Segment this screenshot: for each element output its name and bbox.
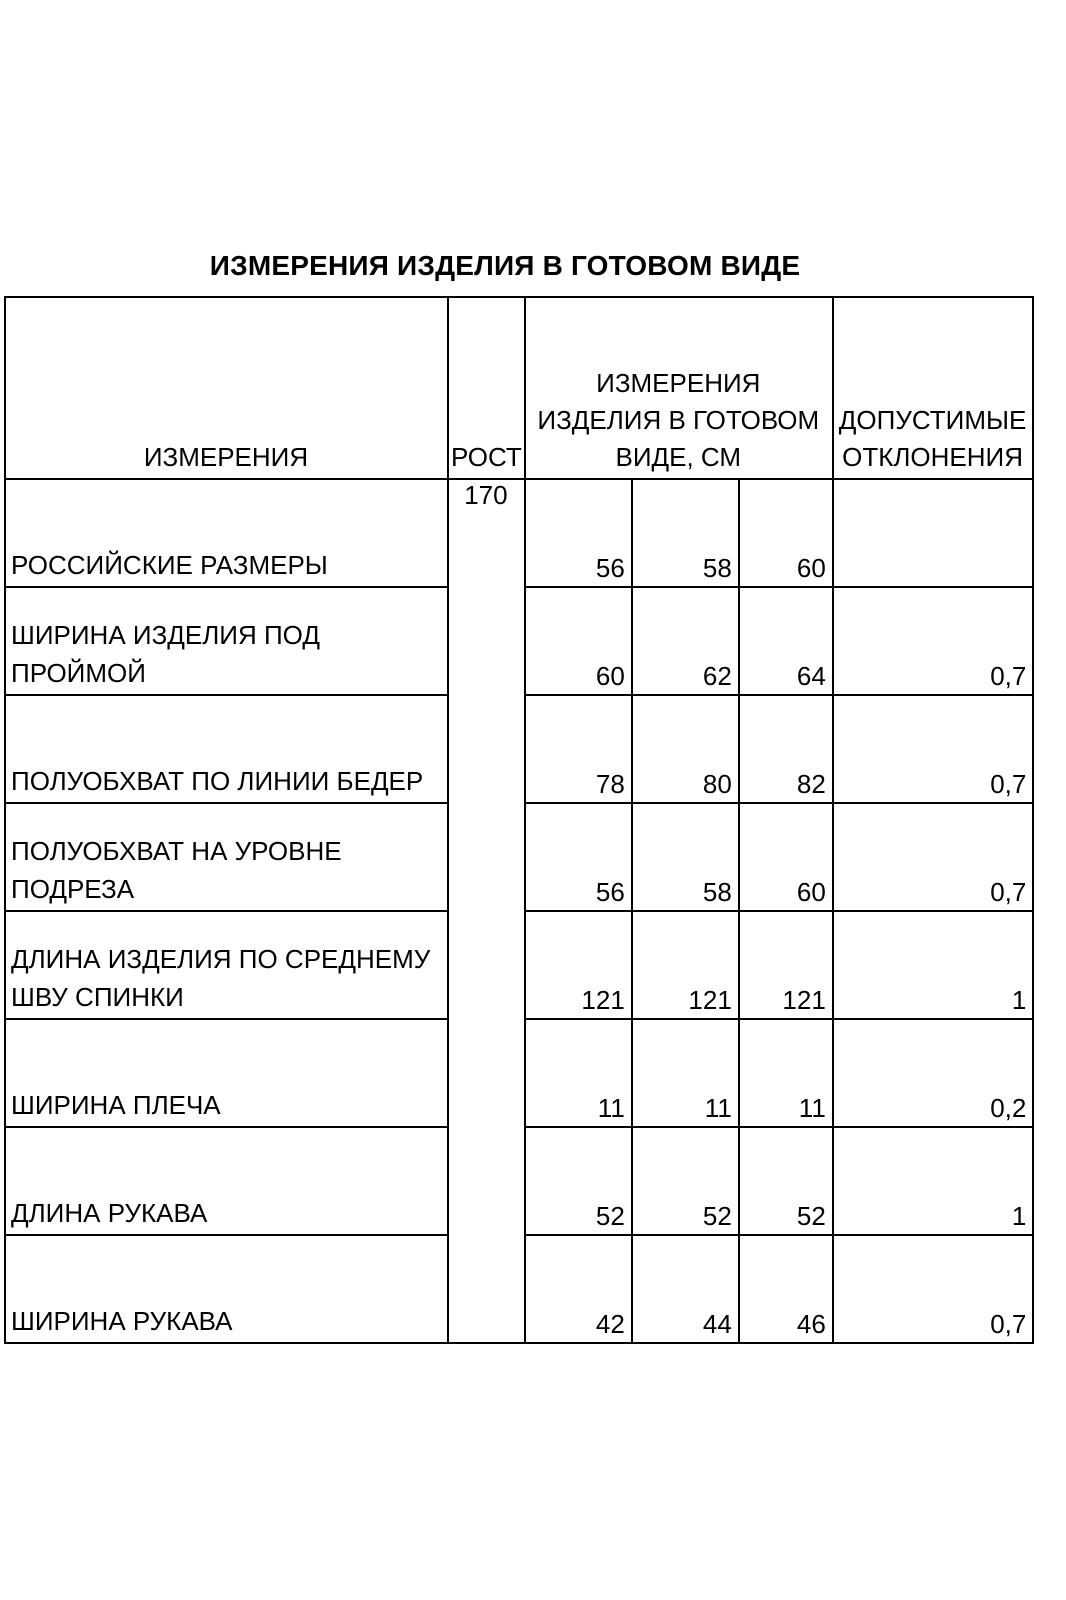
header-measurements: ИЗМЕРЕНИЯ xyxy=(5,297,448,479)
row-label: ПОЛУОБХВАТ НА УРОВНЕ ПОДРЕЗА xyxy=(5,803,448,911)
cell-value: 60 xyxy=(739,803,833,911)
cell-value: 11 xyxy=(525,1019,632,1127)
cell-tolerance xyxy=(833,479,1034,587)
document-title: ИЗМЕРЕНИЯ ИЗДЕЛИЯ В ГОТОВОМ ВИДЕ xyxy=(209,250,801,281)
cell-value: 78 xyxy=(525,695,632,803)
cell-tolerance: 1 xyxy=(833,1127,1034,1235)
row-label: ПОЛУОБХВАТ ПО ЛИНИИ БЕДЕР xyxy=(5,695,448,803)
cell-tolerance: 0,7 xyxy=(833,587,1034,695)
cell-value: 62 xyxy=(632,587,739,695)
cell-value: 64 xyxy=(739,587,833,695)
cell-value: 52 xyxy=(525,1127,632,1235)
measurements-table xyxy=(4,296,1034,1344)
cell-value: 82 xyxy=(739,695,833,803)
height-value: 170 xyxy=(448,479,525,1343)
cell-value: 121 xyxy=(525,911,632,1019)
cell-value: 56 xyxy=(525,479,632,587)
row-label: РОССИЙСКИЕ РАЗМЕРЫ xyxy=(5,479,448,587)
cell-value: 60 xyxy=(739,479,833,587)
cell-value: 46 xyxy=(739,1235,833,1343)
row-label: ДЛИНА ИЗДЕЛИЯ ПО СРЕДНЕМУ ШВУ СПИНКИ xyxy=(5,911,448,1019)
cell-value: 121 xyxy=(739,911,833,1019)
cell-value: 52 xyxy=(632,1127,739,1235)
cell-tolerance: 0,7 xyxy=(833,803,1034,911)
row-label: ШИРИНА ПЛЕЧА xyxy=(5,1019,448,1127)
row-label: ШИРИНА РУКАВА xyxy=(5,1235,448,1343)
cell-value: 52 xyxy=(739,1127,833,1235)
cell-value: 121 xyxy=(632,911,739,1019)
header-tolerance: ДОПУСТИМЫЕ ОТКЛОНЕНИЯ xyxy=(833,297,1034,479)
cell-tolerance: 0,2 xyxy=(833,1019,1034,1127)
cell-tolerance: 1 xyxy=(833,911,1034,1019)
table-row xyxy=(5,479,1033,587)
cell-tolerance: 0,7 xyxy=(833,695,1034,803)
cell-value: 11 xyxy=(632,1019,739,1127)
header-height: РОСТ xyxy=(448,297,525,479)
row-label: ШИРИНА ИЗДЕЛИЯ ПОД ПРОЙМОЙ xyxy=(5,587,448,695)
cell-value: 42 xyxy=(525,1235,632,1343)
table-header-row xyxy=(5,297,1033,479)
header-finished-measurements: ИЗМЕРЕНИЯ ИЗДЕЛИЯ В ГОТОВОМ ВИДЕ, СМ xyxy=(525,297,833,479)
cell-value: 44 xyxy=(632,1235,739,1343)
row-label: ДЛИНА РУКАВА xyxy=(5,1127,448,1235)
cell-value: 80 xyxy=(632,695,739,803)
cell-value: 60 xyxy=(525,587,632,695)
cell-value: 58 xyxy=(632,803,739,911)
cell-tolerance: 0,7 xyxy=(833,1235,1034,1343)
cell-value: 56 xyxy=(525,803,632,911)
cell-value: 11 xyxy=(739,1019,833,1127)
cell-value: 58 xyxy=(632,479,739,587)
